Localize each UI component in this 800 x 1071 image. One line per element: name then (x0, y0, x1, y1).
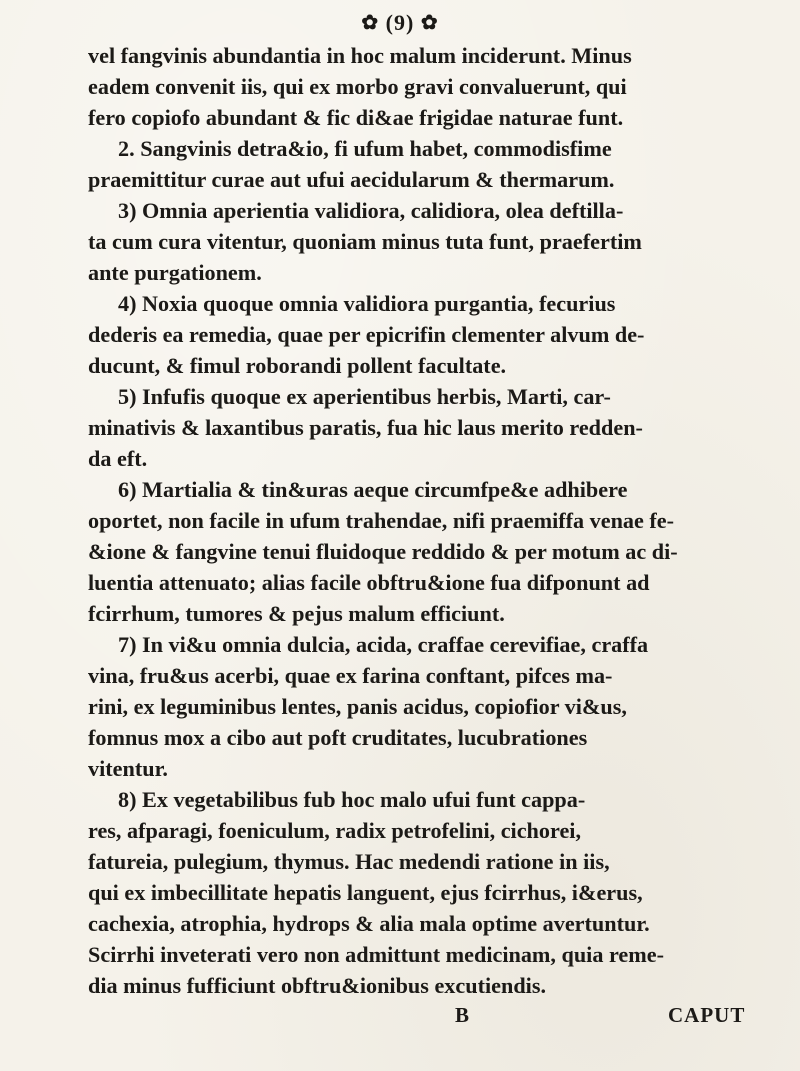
text-line: res, afparagi, foeniculum, radix petrofelini, cichorei, (88, 818, 581, 843)
signature-mark: B (455, 1003, 470, 1027)
text-line: vitentur. (88, 756, 168, 781)
text-line: fero copiofo abundant & fic di&ae frigidae naturae funt. (88, 105, 624, 130)
text-line: 4) Noxia quoque omnia validiora purgantia, fecurius (118, 291, 616, 316)
text-line: vel fangvinis abundantia in hoc malum inciderunt. Minus (88, 43, 632, 68)
text-line: dederis ea remedia, quae per epicrifin clementer alvum de- (88, 322, 645, 347)
text-line: Scirrhi inveterati vero non admittunt medicinam, quia reme- (88, 942, 664, 967)
text-line: oportet, non facile in ufum trahendae, nifi praemiffa venae fe- (88, 508, 675, 533)
text-line: eadem convenit iis, qui ex morbo gravi convaluerunt, qui (88, 74, 627, 99)
text-line: 2. Sangvinis detra&io, fi ufum habet, commodisfime (118, 136, 612, 161)
text-line: da eft. (88, 446, 148, 471)
text-line: 3) Omnia aperientia validiora, calidiora, olea deftilla- (118, 198, 624, 223)
text-line: vina, fru&us acerbi, quae ex farina conftant, pifces ma- (88, 663, 613, 688)
text-line: luentia attenuato; alias facile obftru&ione fua difponunt ad (88, 570, 650, 595)
text-line: ante purgationem. (88, 260, 262, 285)
text-line: 5) Infufis quoque ex aperientibus herbis, Marti, car- (118, 384, 611, 409)
text-line: fatureia, pulegium, thymus. Hac medendi ratione in iis, (88, 849, 610, 874)
page-footer (0, 1003, 800, 1033)
text-line: 7) In vi&u omnia dulcia, acida, craffae cerevifiae, craffa (118, 632, 649, 657)
text-line: ta cum cura vitentur, quoniam minus tuta funt, praefertim (88, 229, 642, 254)
catchword: CAPUT (668, 1003, 746, 1027)
text-line: &ione & fangvine tenui fluidoque reddido & per motum ac di- (88, 539, 678, 564)
text-line: cachexia, atrophia, hydrops & alia mala optime avertuntur. (88, 911, 650, 936)
text-line: rini, ex leguminibus lentes, panis acidus, copiofior vi&us, (88, 694, 627, 719)
page-header (0, 10, 800, 36)
text-line: praemittitur curae aut ufui aecidularum & thermarum. (88, 167, 615, 192)
flower-ornament-icon: ✿ (361, 12, 380, 34)
text-line: qui ex imbecillitate hepatis languent, ejus fcirrhus, i&erus, (88, 880, 643, 905)
text-line: ducunt, & fimul roborandi pollent facultate. (88, 353, 507, 378)
page-number: (9) (385, 10, 415, 35)
text-line: 6) Martialia & tin&uras aeque circumfpe&e adhibere (118, 477, 628, 502)
text-line: fcirrhum, tumores & pejus malum efficiunt. (88, 601, 505, 626)
body-text (88, 40, 778, 1001)
text-line: 8) Ex vegetabilibus fub hoc malo ufui funt cappa- (118, 787, 586, 812)
text-line: fomnus mox a cibo aut poft cruditates, lucubrationes (88, 725, 588, 750)
text-line: dia minus fufficiunt obftru&ionibus excutiendis. (88, 973, 547, 998)
text-line: minativis & laxantibus paratis, fua hic laus merito redden- (88, 415, 643, 440)
flower-ornament-icon: ✿ (420, 12, 439, 34)
